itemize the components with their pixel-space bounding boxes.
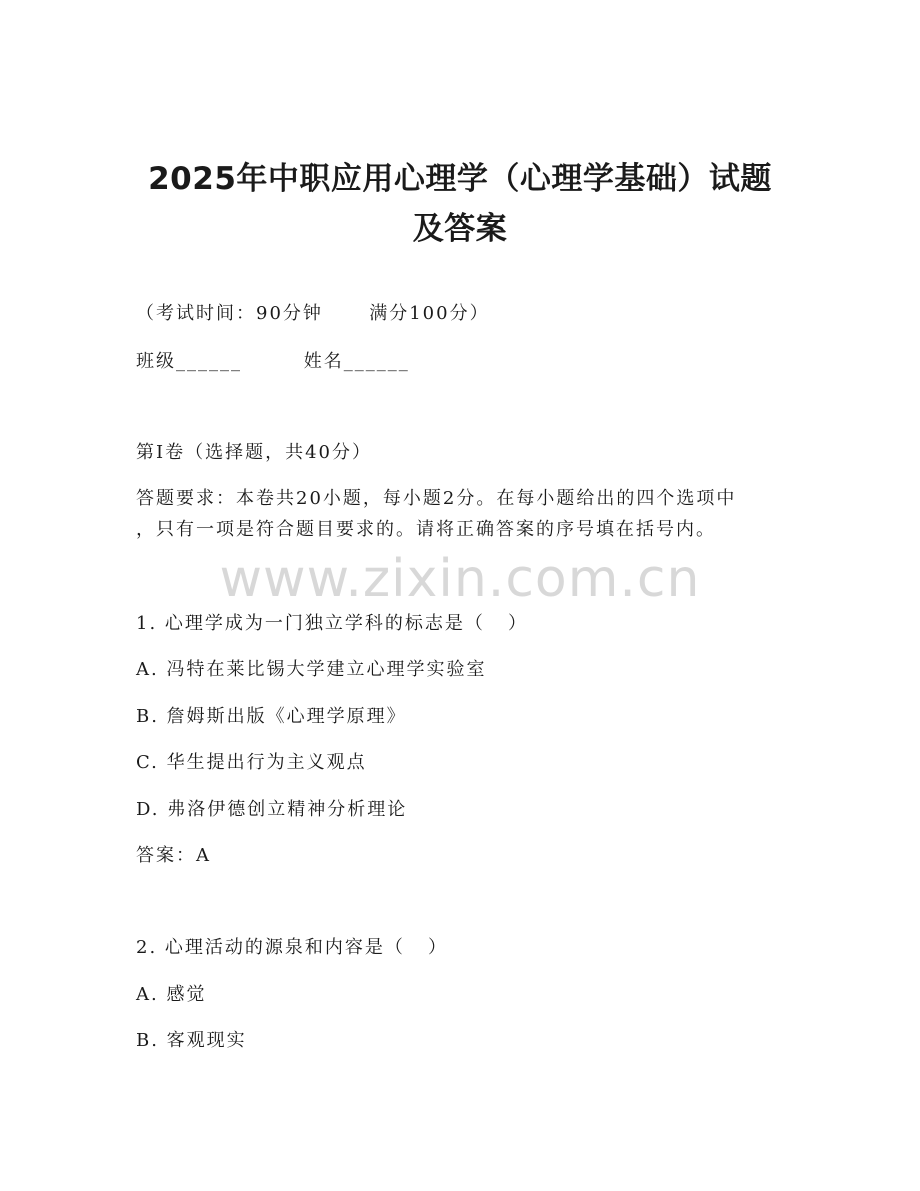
- question-1-option-c: C. 华生提出行为主义观点: [136, 752, 367, 773]
- instructions-line-2: ，只有一项是符合题目要求的。请将正确答案的序号填在括号内。: [136, 519, 716, 540]
- question-2-stem: 2. 心理活动的源泉和内容是（ ）: [136, 937, 449, 958]
- question-2-option-b: B. 客观现实: [136, 1030, 247, 1051]
- question-1-option-b: B. 詹姆斯出版《心理学原理》: [136, 706, 407, 727]
- question-2-option-a: A. 感觉: [136, 984, 207, 1005]
- question-1-answer: 答案：A: [136, 845, 211, 866]
- watermark: www.zixin.com.cn: [219, 549, 701, 609]
- question-1-option-d: D. 弗洛伊德创立精神分析理论: [136, 799, 408, 820]
- section-title: 第I卷（选择题，共40分）: [136, 442, 373, 463]
- exam-info: （考试时间：90分钟 满分100分）: [136, 303, 490, 324]
- instructions-line-1: 答题要求：本卷共20小题，每小题2分。在每小题给出的四个选项中: [136, 488, 737, 509]
- document-title-line-2: 及答案: [412, 211, 508, 247]
- question-1-option-a: A. 冯特在莱比锡大学建立心理学实验室: [136, 659, 487, 680]
- question-1-stem: 1. 心理学成为一门独立学科的标志是（ ）: [136, 613, 529, 634]
- document-title-line-1: 2025年中职应用心理学（心理学基础）试题: [148, 161, 772, 197]
- class-name-fields: 班级______ 姓名______: [136, 351, 410, 372]
